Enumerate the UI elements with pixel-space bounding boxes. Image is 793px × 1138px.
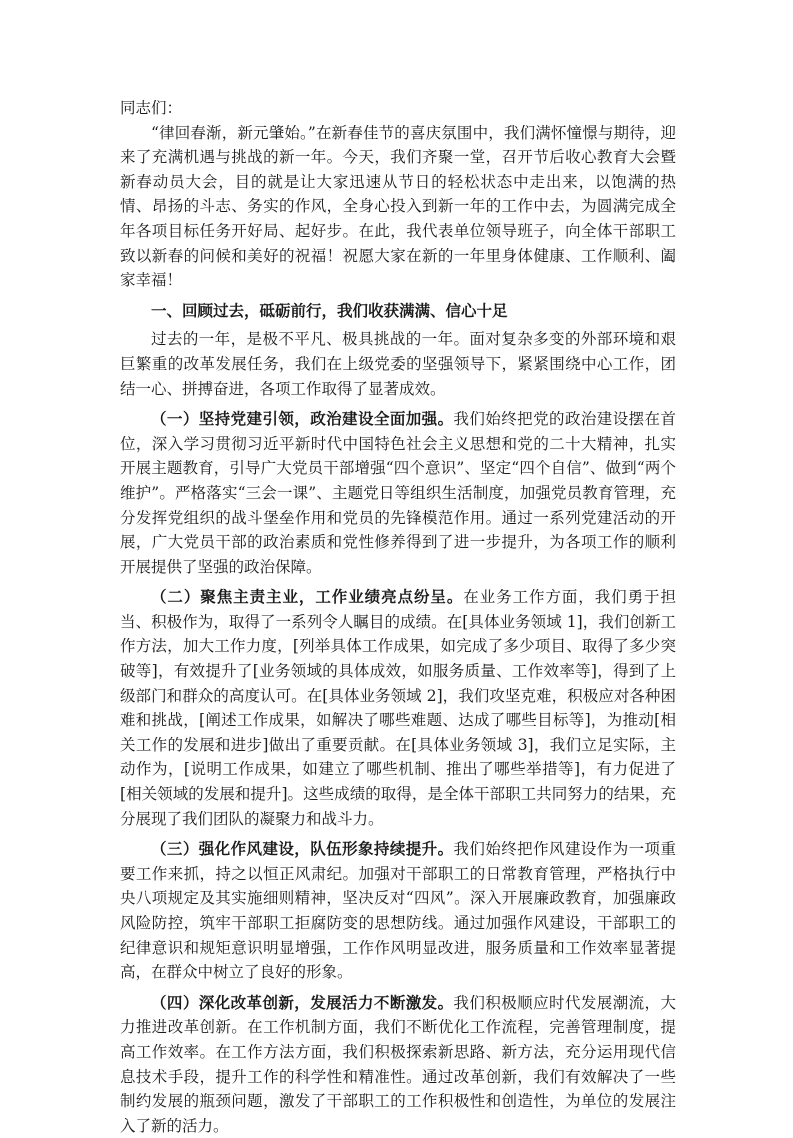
salutation: 同志们： <box>120 99 183 117</box>
item-body: 在业务工作方面，我们勇于担当、积极作为，取得了一系列令人瞩目的成绩。在[具体业务领域 1]，我们创新工作方法，加大工作力度，[列举具体工作成果，如完成了多少项目、取得了多少突破等]，有效提升了[业务领域的具体成效，如服务质量、工作效率等]，得到了上级部门和群众的高度认可。在[具体业务领域 2]，我们攻坚克难，积极应对各种困难和挑战，[阐述工作成果，如解决了哪些难题、达成了哪些目标等]，为推动[相关工作的发展和进步]做出了重要贡献。在[具体业务领域 3]，我们立足实际，主动作为，[说明工作成果，如建立了哪些机制、推出了哪些举措等]，有力促进了[相关领域的发展和提升]。这些成绩的取得，是全体干部职工共同努力的结果，充分展现了我们团队的凝聚力和战斗力。 <box>120 588 676 828</box>
item-body: 我们始终把作风建设作为一项重要工作来抓，持之以恒正风肃纪。加强对干部职工的日常教育管理，严格执行中央八项规定及其实施细则精神，坚决反对“四风”。深入开展廉政教育，加强廉政风险防控，筑牢干部职工拒腐防变的思想防线。通过加强作风建设，干部职工的纪律意识和规矩意识明显增强，工作作风明显改进，服务质量和工作效率显著提高，在群众中树立了良好的形象。 <box>120 840 676 982</box>
section-item-4 <box>120 991 676 1138</box>
section-lead-paragraph: 过去的一年，是极不平凡、极具挑战的一年。面对复杂多变的外部环境和艰巨繁重的改革发展任务，我们在上级党委的坚强领导下，紧紧围绕中心工作，团结一心、拼搏奋进，各项工作取得了显著成效。 <box>120 330 676 398</box>
item-body: 我们始终把党的政治建设摆在首位，深入学习贯彻习近平新时代中国特色社会主义思想和党的二十大精神，扎实开展主题教育，引导广大党员干部增强“四个意识”、坚定“四个自信”、做到“两个维护”。严格落实“三会一课”、主题党日等组织生活制度，加强党员教育管理，充分发挥党组织的战斗堡垒作用和党员的先锋模范作用。通过一系列党建活动的开展，广大党员干部的政治素质和党性修养得到了进一步提升，为各项工作的顺利开展提供了坚强的政治保障。 <box>120 410 676 576</box>
item-title: （一）坚持党建引领，政治建设全面加强。 <box>151 409 454 429</box>
item-title: （四）深化改革创新，发展活力不断激发。 <box>151 992 454 1012</box>
item-title: （二）聚焦主责主业，工作业绩亮点纷呈。 <box>151 587 464 607</box>
item-title: （三）强化作风建设，队伍形象持续提升。 <box>151 839 454 859</box>
section-item-3 <box>120 837 676 985</box>
intro-paragraph: “律回春渐，新元肇始。”在新春佳节的喜庆氛围中，我们满怀憧憬与期待，迎来了充满机遇与挑战的新一年。今天，我们齐聚一堂，召开节后收心教育大会暨新春动员大会，目的就是让大家迅速从节日的轻松状态中走出来，以饱满的热情、昂扬的斗志、务实的作风，全身心投入到新一年的工作中去，为圆满完成全年各项目标任务开好局、起好步。在此，我代表单位领导班子，向全体干部职工致以新春的问候和美好的祝福！祝愿大家在新的一年里身体健康、工作顺利、阖家幸福！ <box>120 123 676 290</box>
item-body: 我们积极顺应时代发展潮流，大力推进改革创新。在工作机制方面，我们不断优化工作流程，完善管理制度，提高工作效率。在工作方法方面，我们积极探索新思路、新方法，充分运用现代信息技术手段，提升工作的科学性和精准性。通过改革创新，我们有效解决了一些制约发展的瓶颈问题，激发了干部职工的工作积极性和创造性，为单位的发展注入了新的活力。 <box>120 993 676 1135</box>
section-heading: 一、回顾过去，砥砺前行，我们收获满满、信心十足 <box>151 300 508 320</box>
document-page <box>120 96 676 1138</box>
section-item-2 <box>120 585 676 831</box>
section-item-1 <box>120 407 676 579</box>
